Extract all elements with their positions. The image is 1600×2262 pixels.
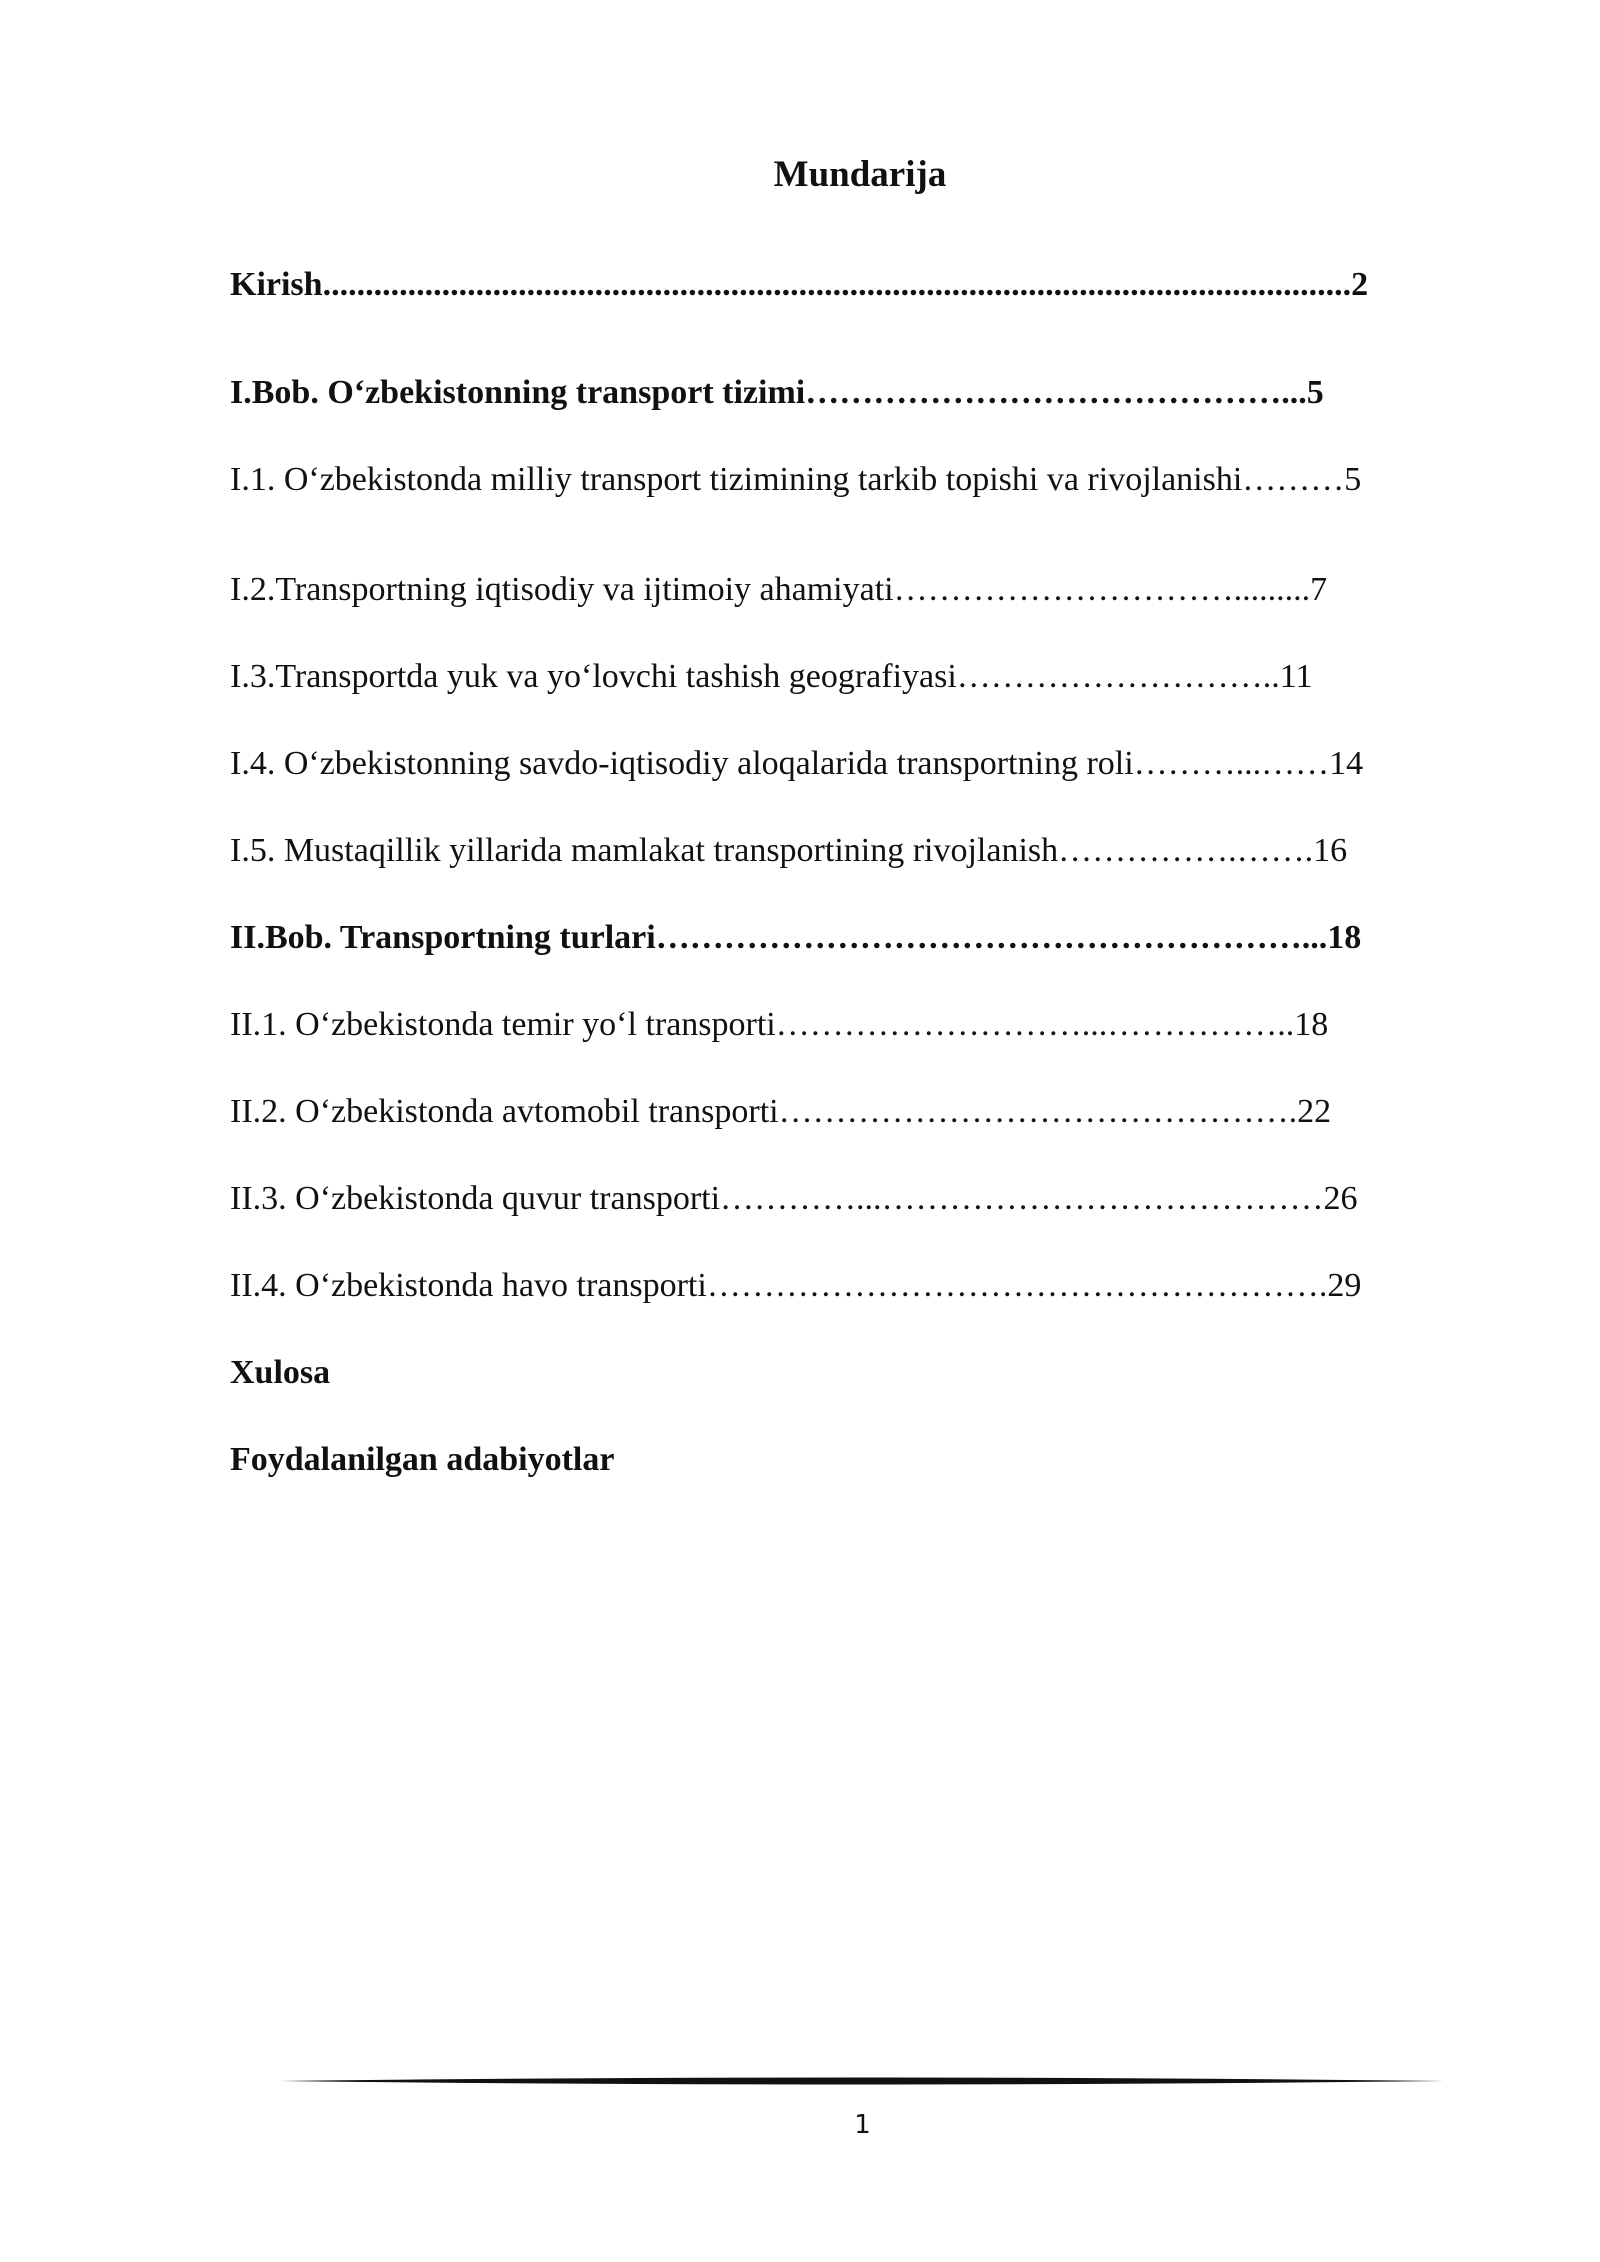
page-number: 1	[854, 2110, 871, 2140]
toc-item-1-3: I.3.Transportda yuk va yo‘lovchi tashish geografiyasi………………………..11	[230, 658, 1313, 695]
toc-item-1-4: I.4. O‘zbekistonning savdo-iqtisodiy aloqalarida transportning roli………...……14	[230, 745, 1364, 782]
page-title: Mundarija	[773, 154, 947, 195]
toc-item-chapter-1: I.Bob. O‘zbekistonning transport tizimi……………………………………...5	[230, 374, 1324, 411]
footer-divider	[280, 2074, 1444, 2088]
toc-item-kirish: Kirish.........................................................................................................................2	[230, 266, 1369, 303]
toc-item-2-2: II.2. O‘zbekistonda avtomobil transporti……………………………………….22	[230, 1093, 1332, 1130]
toc-item-1-2: I.2.Transportning iqtisodiy va ijtimoiy ahamiyati………………………….........7	[230, 571, 1328, 608]
toc-item-2-4: II.4. O‘zbekistonda havo transporti……………………………………………….29	[230, 1267, 1362, 1304]
toc-item-2-1: II.1. O‘zbekistonda temir yo‘l transporti………………………...……………..18	[230, 1006, 1329, 1043]
toc-item-2-3: II.3. O‘zbekistonda quvur transporti…………...…………………………………26	[230, 1180, 1358, 1217]
toc-item-chapter-2: II.Bob. Transportning turlari…………………………………………………...18	[230, 919, 1362, 956]
toc-item-1-5: I.5. Mustaqillik yillarida mamlakat transportining rivojlanish…………….…….16	[230, 832, 1348, 869]
toc-item-xulosa: Xulosa	[230, 1354, 331, 1391]
toc-item-references: Foydalanilgan adabiyotlar	[230, 1441, 615, 1478]
toc-item-1-1: I.1. O‘zbekistonda milliy transport tizimining tarkib topishi va rivojlanishi………5	[230, 461, 1362, 498]
